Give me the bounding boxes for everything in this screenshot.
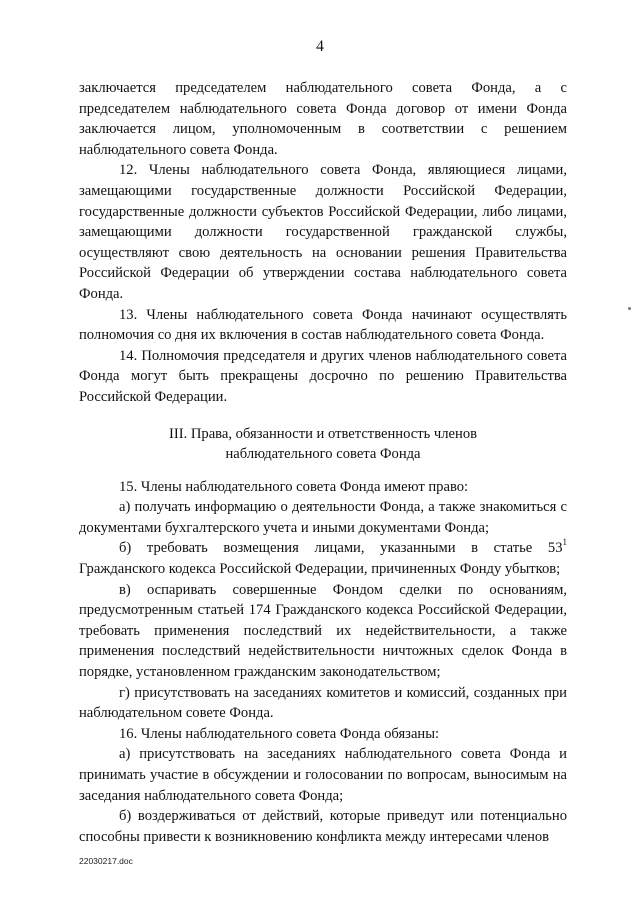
document-body [79, 78, 567, 847]
paragraph-15g: г) присутствовать на заседаниях комитетов и комиссий, созданных при наблюдательном совете Фонда. [79, 684, 567, 722]
paragraph-16b: б) воздерживаться от действий, которые приведут или потенциально способны привести к возникновению конфликта между интересами членов [79, 808, 567, 845]
paragraph-continued: заключается председателем наблюдательного совета Фонда, а с председателем наблюдательного совета Фонда договор от имени Фонда заключается лицом, уполномоченным в соответствии с решением наблюдательного совета Фонда. [79, 80, 567, 158]
margin-dot [628, 307, 631, 310]
page-number: 4 [316, 38, 324, 55]
paragraph-15b-end: Гражданского кодекса Российской Федерации, причиненных Фонду убытков; [79, 561, 561, 578]
paragraph-15v: в) оспаривать совершенные Фондом сделки по основаниям, предусмотренным статьей 174 Гражданского кодекса Российской Федерации, требовать применения последствий их недействительности, а также применения последствий недействительности ничтожных сделок Фонда в порядке, установленном гражданским законодательством; [79, 581, 567, 681]
paragraph-15a: а) получать информацию о деятельности Фонда, а также знакомиться с документами бухгалтерского учета и иными документами Фонда; [79, 499, 567, 536]
paragraph-12: 12. Члены наблюдательного совета Фонда, являющиеся лицами, замещающими государственные должности Российской Федерации, государственные должности субъектов Российской Федерации, либо лицами, замещающими должности государственной гражданской службы, осуществляют свою деятельность на основании решения Правительства Российской Федерации об утверждении состава наблюдательного совета Фонда. [79, 162, 567, 302]
paragraph-16: 16. Члены наблюдательного совета Фонда обязаны: [119, 725, 440, 742]
paragraph-15b-start: б) требовать возмещения лицами, указанными в статье 53 [119, 540, 563, 557]
paragraph-14: 14. Полномочия председателя и других членов наблюдательного совета Фонда могут быть прекращены досрочно по решению Правительства Российской Федерации. [79, 347, 567, 405]
paragraph-13: 13. Члены наблюдательного совета Фонда начинают осуществлять полномочия со дня их включения в состав наблюдательного совета Фонда. [79, 306, 567, 344]
paragraph-15b [79, 538, 567, 579]
paragraph-16a: а) присутствовать на заседаниях наблюдательного совета Фонда и принимать участие в обсуждении и голосовании по вопросам, выносимым на заседания наблюдательного совета Фонда; [79, 746, 567, 804]
paragraph-15: 15. Члены наблюдательного совета Фонда имеют право: [119, 478, 469, 495]
footer-filename: 22030217.doc [79, 856, 133, 866]
section-heading-line-2: наблюдательного совета Фонда [225, 446, 421, 463]
superscript-article-index: 1 [562, 537, 567, 548]
section-heading [79, 424, 567, 465]
section-heading-line-1: III. Права, обязанности и ответственность членов [168, 425, 478, 442]
